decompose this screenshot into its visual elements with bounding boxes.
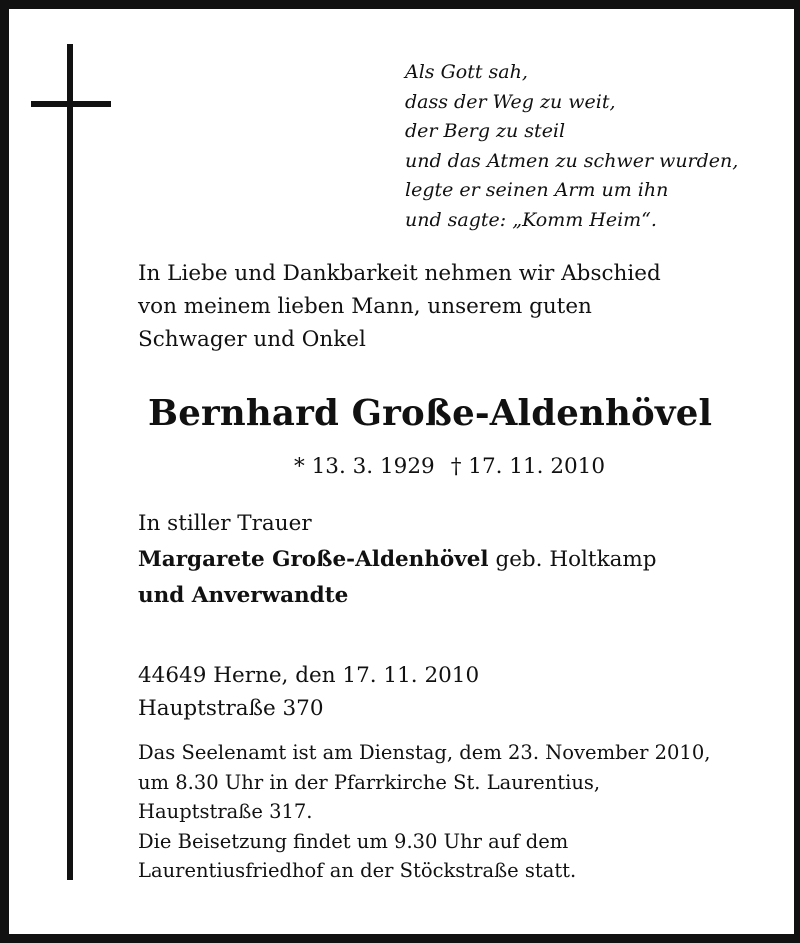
poem-line: Als Gott sah, [405, 61, 528, 83]
intro-line: In Liebe und Dankbarkeit nehmen wir Abschied [138, 261, 661, 286]
poem-line: dass der Weg zu weit, [405, 90, 616, 113]
poem-line: und sagte: „Komm Heim“. [405, 208, 657, 231]
relatives-line: und Anverwandte [138, 583, 349, 608]
poem [405, 58, 738, 235]
deceased-name: Bernhard Große-Aldenhövel [148, 393, 713, 434]
notice-line: Hauptstraße 317. [138, 800, 313, 823]
street-address: Hauptstraße 370 [138, 696, 324, 721]
mourners-heading: In stiller Trauer [138, 511, 312, 536]
poem-line: und das Atmen zu schwer wurden, [405, 149, 739, 172]
place-date: 44649 Herne, den 17. 11. 2010 [138, 663, 480, 688]
widow-name: Margarete Große-Aldenhövel [138, 547, 489, 572]
poem-line: legte er seinen Arm um ihn [405, 179, 669, 201]
address-block [138, 659, 479, 725]
mourners-block [138, 506, 657, 614]
widow-line [138, 542, 657, 578]
birth-date: * 13. 3. 1929 [294, 454, 435, 479]
cross-vertical-bar [67, 44, 73, 880]
life-dates [294, 450, 605, 484]
intro-text [138, 257, 661, 356]
notice-line: Laurentiusfriedhof an der Stöckstraße statt. [138, 859, 577, 882]
death-date: † 17. 11. 2010 [450, 454, 606, 479]
cross-horizontal-bar [31, 101, 111, 107]
widow-maiden-name: geb. Holtkamp [495, 547, 657, 572]
service-notice [138, 738, 710, 886]
intro-line: von meinem lieben Mann, unserem guten [138, 294, 592, 319]
notice-line: Die Beisetzung findet um 9.30 Uhr auf dem [138, 829, 569, 853]
intro-line: Schwager und Onkel [138, 327, 366, 352]
notice-line: Das Seelenamt ist am Dienstag, dem 23. November 2010, [138, 741, 711, 764]
notice-line: um 8.30 Uhr in der Pfarrkirche St. Laurentius, [138, 770, 601, 794]
poem-line: der Berg zu steil [405, 120, 566, 142]
